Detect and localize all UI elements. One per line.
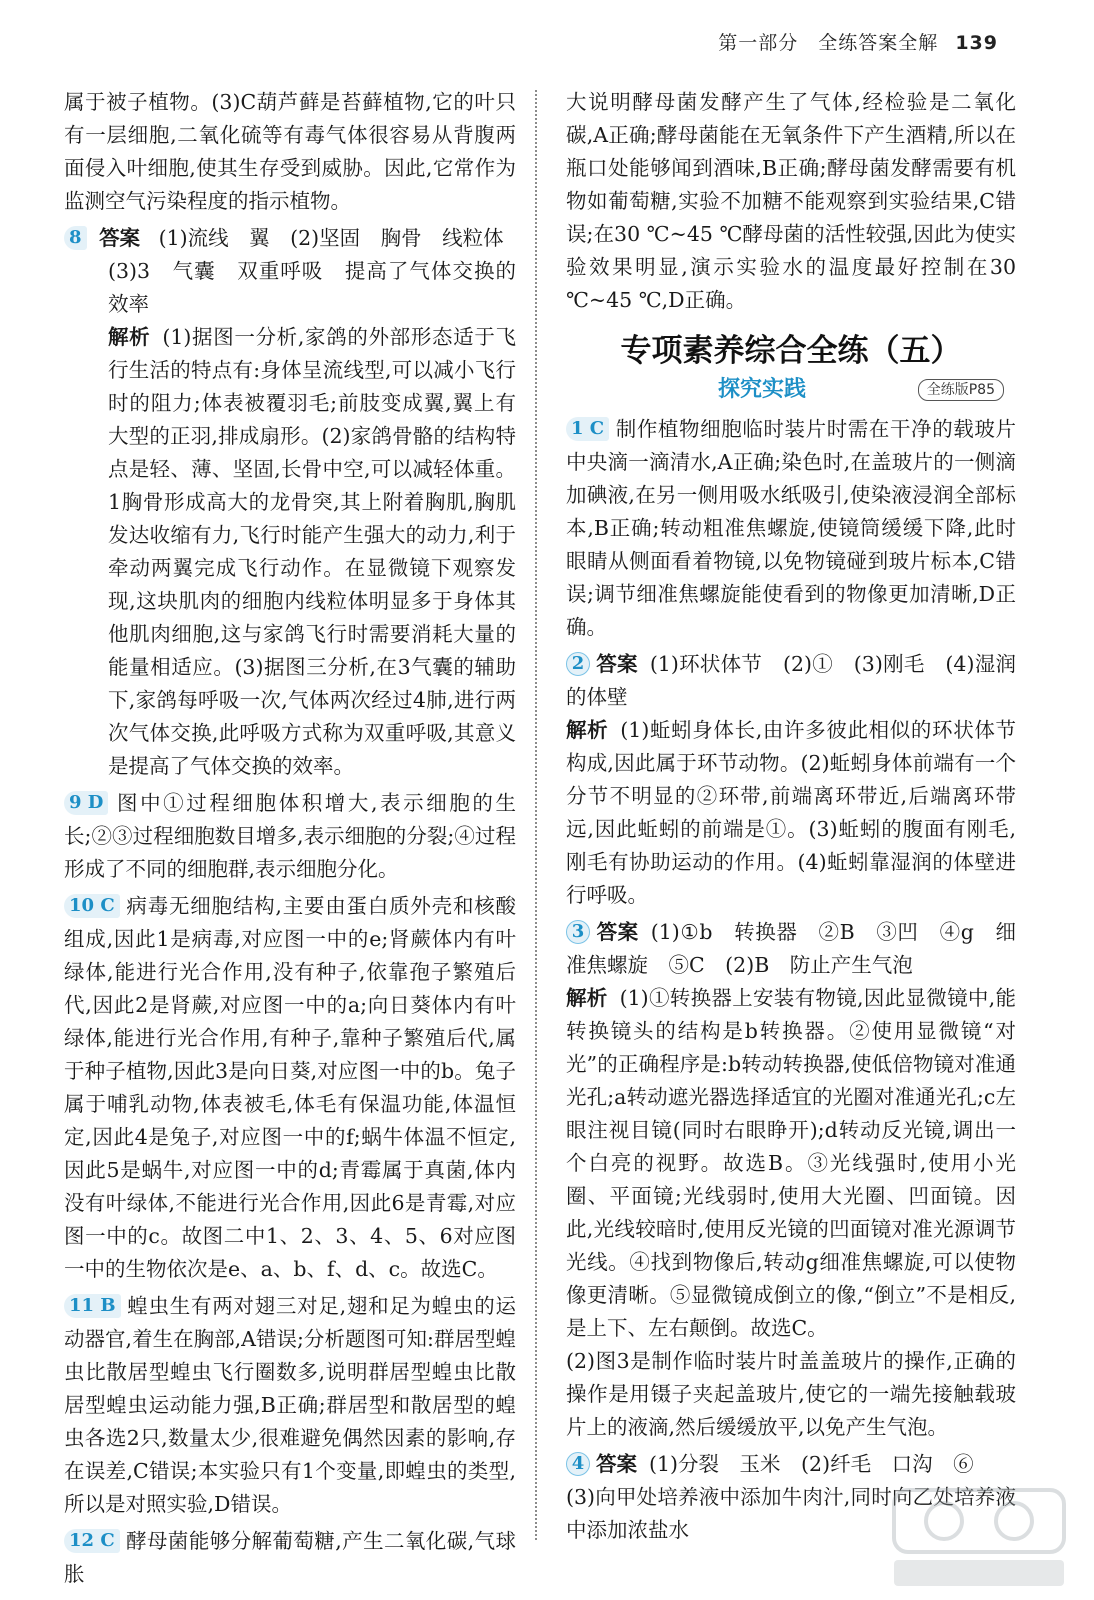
question-8 — [64, 222, 516, 783]
answer-label: 答案 — [596, 920, 639, 944]
analysis-label: 解析 — [108, 325, 151, 349]
answer-label: 答案 — [99, 226, 141, 250]
answer-text: (1)环状体节 (2)① (3)刚毛 (4)湿润的体壁 — [566, 652, 1017, 709]
question-number-badge: 1 C — [566, 417, 609, 441]
page-reference-tag: 全练版P85 — [918, 379, 1004, 401]
question-11 — [64, 1290, 516, 1521]
question-number-badge: 4 — [566, 1452, 590, 1476]
column-divider — [535, 90, 537, 1540]
question-9 — [64, 787, 516, 886]
subsection-title: 探究实践 — [718, 377, 807, 402]
page-header — [718, 28, 998, 55]
analysis-label: 解析 — [566, 718, 609, 742]
question-1 — [566, 413, 1016, 644]
analysis-text: (2)图3是制作临时装片时盖盖玻片的操作,正确的操作是用镊子夹起盖玻片,使它的一端先接触载玻片上的液滴,然后缓缓放平,以免产生气泡。 — [566, 1349, 1016, 1439]
question-number-badge: 12 C — [64, 1529, 120, 1553]
answer-text: (3)3 气囊 双重呼吸 提高了气体交换的效率 — [108, 259, 516, 316]
answer-text: (1)分裂 玉米 (2)纤毛 口沟 ⑥ — [649, 1452, 974, 1476]
answer-label: 答案 — [596, 652, 638, 676]
watermark-logo — [884, 1482, 1074, 1592]
analysis-text: (1)①转换器上安装有物镜,因此显微镜中,能转换镜头的结构是b转换器。②使用显微镜“对光”的正确程序是:b转动转换器,使低倍物镜对准通光孔;a转动遮光器选择适宜的光圈对准通光孔;c左眼注视目镜(同时右眼睁开);d转动反光镜,调出一个白亮的视野。故选B。③光线强时,使用小光圈、平面镜;光线弱时,使用大光圈、凹面镜。因此,光线较暗时,使用反光镜的凹面镜对准光源调节光线。④找到物像后,转动g细准焦螺旋,可以使物像更清晰。⑤显微镜成倒立的像,“倒立”不是相反,是上下、左右颠倒。故选C。 — [566, 986, 1017, 1340]
subsection-header — [566, 373, 1016, 409]
right-column — [566, 86, 1016, 1547]
explanation-text: 制作植物细胞临时装片时需在干净的载玻片中央滴一滴清水,A正确;染色时,在盖玻片的一侧滴加碘液,在另一侧用吸水纸吸引,使染液浸润全部标本,B正确;转动粗准焦螺旋,使镜筒缓缓下降,此时眼睛从侧面看着物镜,以免物镜碰到玻片标本,C错误;调节细准焦螺旋能使看到的物像更加清晰,D正确。 — [566, 417, 1016, 639]
analysis-label: 解析 — [566, 986, 608, 1010]
question-12 — [64, 1525, 516, 1591]
explanation-text: 病毒无细胞结构,主要由蛋白质外壳和核酸组成,因此1是病毒,对应图一中的e;肾蕨体内有叶绿体,能进行光合作用,没有种子,依靠孢子繁殖后代,因此2是肾蕨,对应图一中的a;向日葵体内有叶绿体,能进行光合作用,有种子,靠种子繁殖后代,属于种子植物,因此3是向日葵,对应图一中的b。兔子属于哺乳动物,体表被毛,体毛有保温功能,体温恒定,因此4是兔子,对应图一中的f;蜗牛体温不恒定,因此5是蜗牛,对应图一中的d;青霉属于真菌,体内没有叶绿体,不能进行光合作用,因此6是青霉,对应图一中的c。故图二中1、2、3、4、5、6对应图一中的生物依次是e、a、b、f、d、c。故选C。 — [64, 894, 516, 1281]
continued-text: 属于被子植物。(3)C葫芦藓是苔藓植物,它的叶只有一层细胞,二氧化硫等有毒气体很容易从背腹两面侵入叶细胞,使其生存受到威胁。因此,它常作为监测空气污染程度的指示植物。 — [64, 90, 516, 213]
question-number-badge: 8 — [64, 226, 87, 250]
continued-text: 大说明酵母菌发酵产生了气体,经检验是二氧化碳,A正确;酵母菌能在无氧条件下产生酒精,所以在瓶口处能够闻到酒味,B正确;酵母菌发酵需要有机物如葡萄糖,实验不加糖不能观察到实验结果,C错误;在30 ℃~45 ℃酵母菌的活性较强,因此为使实验效果明显,演示实验水的温度最好控制在30 ℃~45 ℃,D正确。 — [566, 90, 1016, 312]
header-title: 第一部分 全练答案全解 — [718, 32, 939, 54]
question-number-badge: 9 D — [64, 791, 108, 815]
answer-text: (1)①b 转换器 ②B ③凹 ④g 细准焦螺旋 ⑤C (2)B 防止产生气泡 — [566, 920, 1016, 977]
question-3 — [566, 916, 1016, 1444]
question-number-badge: 11 B — [64, 1294, 121, 1318]
question-10 — [64, 890, 516, 1286]
answer-text: (3)向甲处培养液中添加牛肉汁,同时向乙处培养液中添加浓盐水 — [566, 1485, 1016, 1542]
answer-text: (1)流线 翼 (2)坚固 胸骨 线粒体 — [158, 226, 504, 250]
question-number-badge: 2 — [566, 652, 590, 676]
question-2 — [566, 648, 1016, 912]
question-number-badge: 3 — [566, 920, 590, 944]
analysis-text: (1)蚯蚓身体长,由许多彼此相似的环状体节构成,因此属于环节动物。(2)蚯蚓身体前端有一个分节不明显的②环带,前端离环带近,后端离环带远,因此蚯蚓的前端是①。(3)蚯蚓的腹面有刚毛,刚毛有协助运动的作用。(4)蚯蚓靠湿润的体壁进行呼吸。 — [566, 718, 1016, 907]
section-title: 专项素养综合全练（五） — [620, 333, 962, 369]
left-column — [64, 86, 516, 1591]
explanation-text: 蝗虫生有两对翅三对足,翅和足为蝗虫的运动器官,着生在胸部,A错误;分析题图可知:群居型蝗虫比散居型蝗虫飞行圈数多,说明群居型蝗虫比散居型蝗虫运动能力强,B正确;群居型和散居型的蝗虫各选2只,数量太少,很难避免偶然因素的影响,存在误差,C错误;本实验只有1个变量,即蝗虫的类型,所以是对照实验,D错误。 — [64, 1294, 516, 1516]
question-number-badge: 10 C — [64, 894, 120, 918]
analysis-text: (1)据图一分析,家鸽的外部形态适于飞行生活的特点有:身体呈流线型,可以减小飞行时的阻力;体表被覆羽毛;前肢变成翼,翼上有大型的正羽,排成扇形。(2)家鸽骨骼的结构特点是轻、薄、坚固,长骨中空,可以减轻体重。1胸骨形成高大的龙骨突,其上附着胸肌,胸肌发达收缩有力,飞行时能产生强大的动力,利于牵动两翼完成飞行动作。在显微镜下观察发现,这块肌肉的细胞内线粒体明显多于身体其他肌肉细胞,这与家鸽飞行时需要消耗大量的能量相适应。(3)据图三分析,在3气囊的辅助下,家鸽每呼吸一次,气体两次经过4肺,进行两次气体交换,此呼吸方式称为双重呼吸,其意义是提高了气体交换的效率。 — [108, 325, 516, 778]
explanation-text: 酵母菌能够分解葡萄糖,产生二氧化碳,气球胀 — [64, 1529, 516, 1586]
answer-label: 答案 — [596, 1452, 637, 1476]
page-number: 139 — [955, 32, 998, 54]
explanation-text: 图中①过程细胞体积增大,表示细胞的生长;②③过程细胞数目增多,表示细胞的分裂;④过程形成了不同的细胞群,表示细胞分化。 — [64, 791, 516, 881]
